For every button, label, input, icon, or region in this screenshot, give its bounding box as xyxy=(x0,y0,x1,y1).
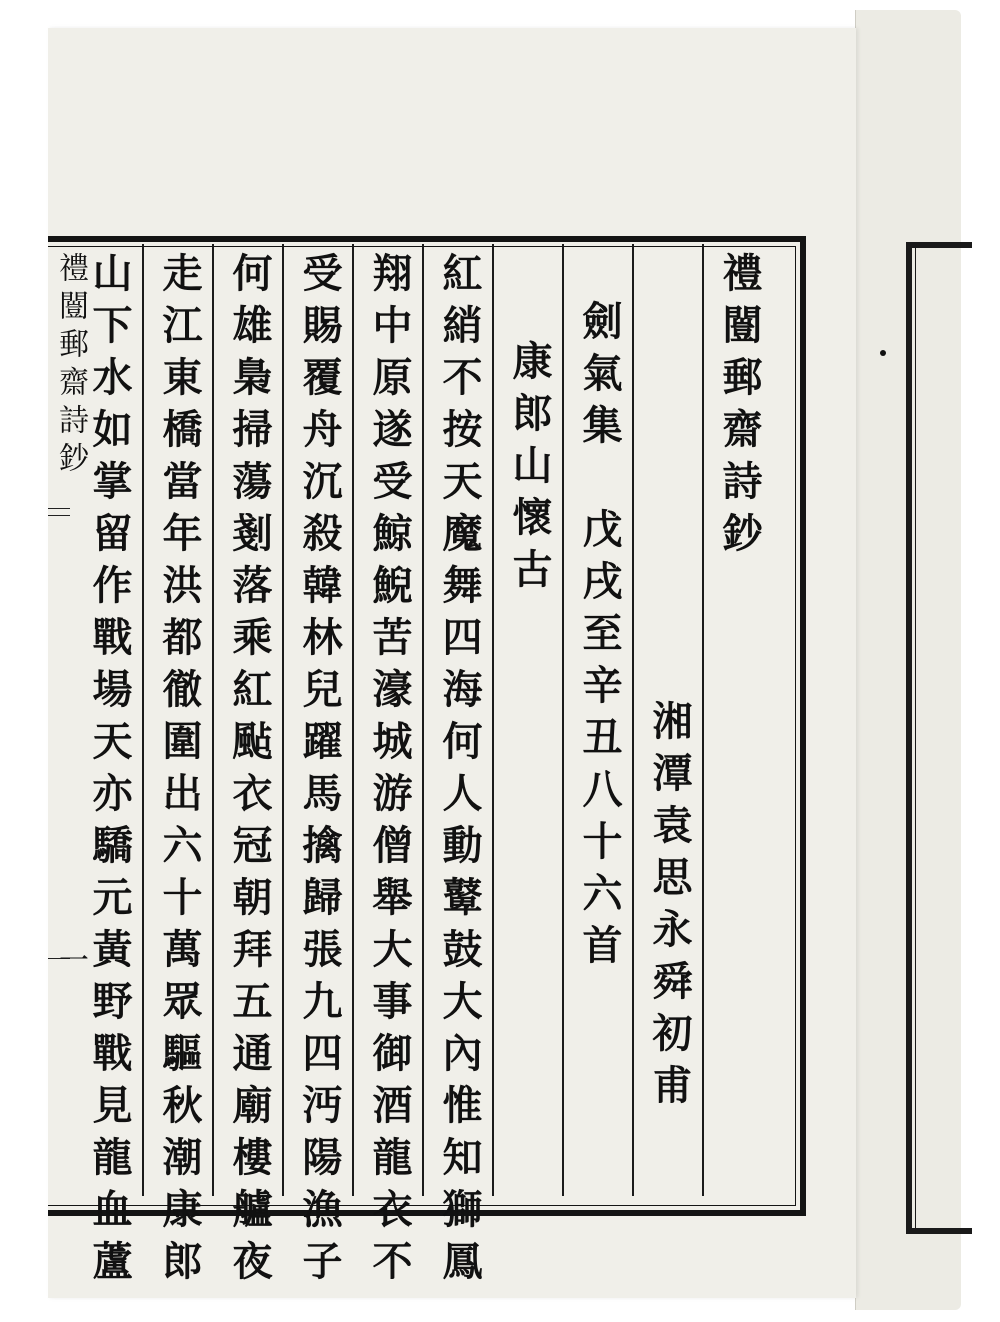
poem-line-4: 何雄梟掃蕩剗落乘紅颭衣冠朝拜五通廟樓艫夜 xyxy=(226,252,273,1292)
column-divider xyxy=(492,244,494,1196)
fold-edge-title: 禮闓郵齋詩鈔 xyxy=(53,252,88,480)
poem-line-6: 山下水如掌留作戰場天亦驕元黃野戰見龍血蘆 xyxy=(86,252,133,1292)
column-divider xyxy=(562,244,564,1196)
poem-line-5: 走江東橋當年洪都徹圍出六十萬眾驅秋潮康郎 xyxy=(156,252,203,1292)
poem-line-1: 紅綃不按天魔舞四海何人動鼙鼓大內惟知獅鳳 xyxy=(436,252,483,1292)
fold-page-number: 一 xyxy=(53,944,88,986)
poem-title: 康郎山懷古 xyxy=(506,340,553,600)
back-page-frame xyxy=(906,242,972,1234)
author-line: 湘潭袁思永舜初甫 xyxy=(646,700,693,1116)
column-divider xyxy=(142,244,144,1196)
column-divider xyxy=(352,244,354,1196)
column-divider xyxy=(632,244,634,1196)
column-divider xyxy=(422,244,424,1196)
poem-line-3: 受賜覆舟沉殺韓林兒躍馬擒歸張九四沔陽漁子 xyxy=(296,252,343,1292)
poem-line-2: 翔中原遂受鯨鯢苦濠城游僧舉大事御酒龍衣不 xyxy=(366,252,413,1292)
collection-line: 劍氣集 戊戌至辛丑八十六首 xyxy=(576,300,623,976)
back-page xyxy=(855,10,961,1310)
column-divider xyxy=(212,244,214,1196)
book-title: 禮闓郵齋詩鈔 xyxy=(716,252,763,564)
back-page-dot xyxy=(880,350,886,356)
column-divider xyxy=(282,244,284,1196)
fishtail-top xyxy=(48,508,70,516)
column-divider xyxy=(702,244,704,1196)
